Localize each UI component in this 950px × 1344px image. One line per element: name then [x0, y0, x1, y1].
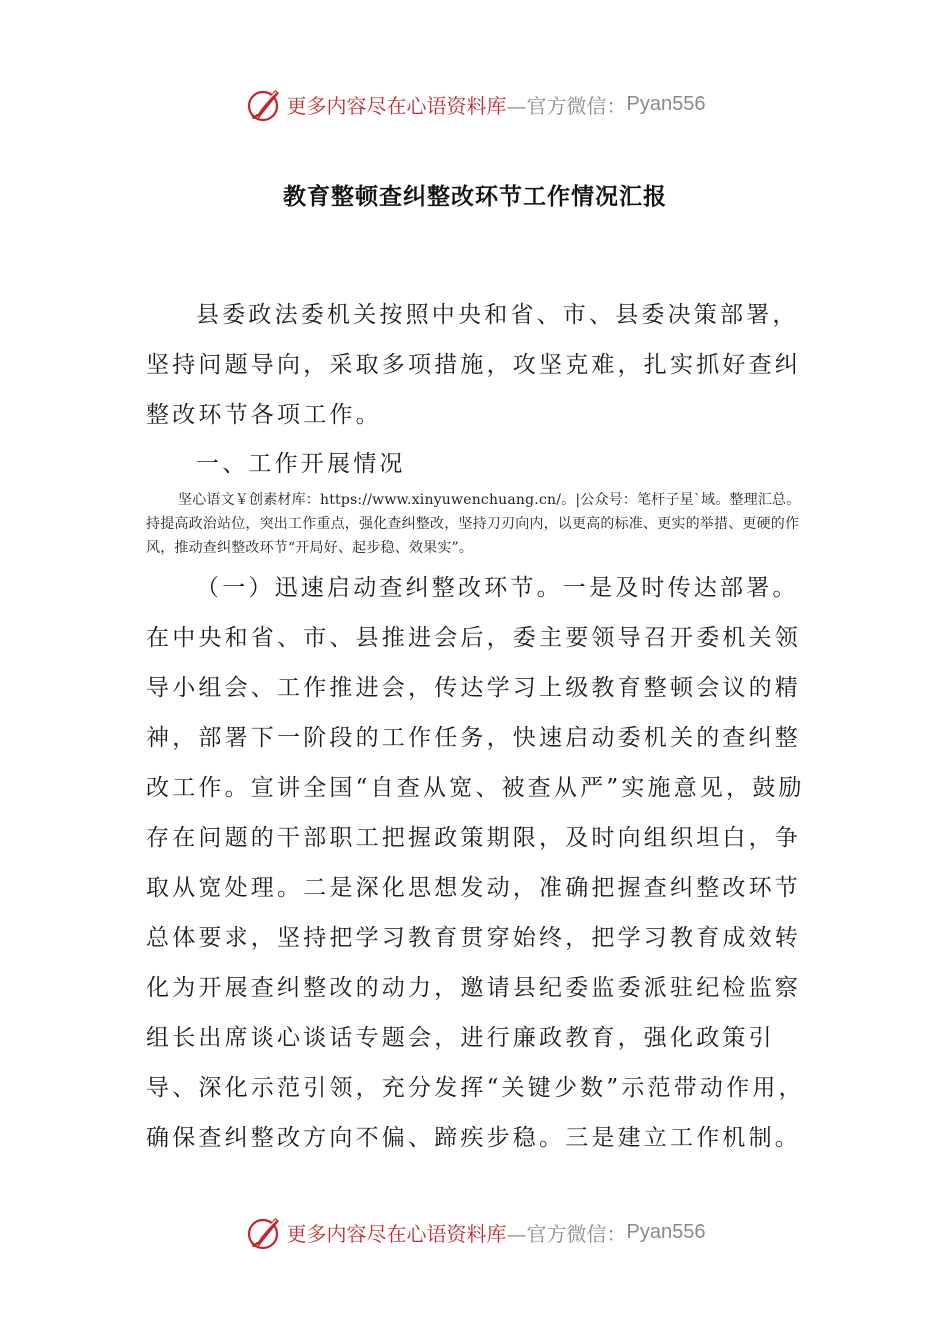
banner-grey-text: —官方微信：: [506, 1221, 627, 1246]
main-paragraph: （一）迅速启动查纠整改环节。一是及时传达部署。在中央和省、市、县推进会后，委主要领导召开委机关领导小组会、工作推进会，传达学习上级教育整顿会议的精神，部署下一阶段的工作任务，快速启动委机关的查纠整改工作。宣讲全国“自查从宽、被查从严”实施意见，鼓励存在问题的干部职工把握政策期限，及时向组织坦白，争取从宽处理。二是深化思想发动，准确把握查纠整改环节总体要求，坚持把学习教育贯穿始终，把学习教育成效转化为开展查纠整改的动力，邀请县纪委监委派驻纪检监察组长出席谈心谈话专题会，进行廉政教育，强化政策引导、深化示范引领，充分发挥“关键少数”示范带动作用，确保查纠整改方向不偏、蹄疾步稳。三是建立工作机制。: [146, 575, 805, 1151]
banner-wechat-id: Pyan556: [626, 92, 706, 115]
header-banner: [0, 82, 950, 126]
intro-paragraph: 县委政法委机关按照中央和省、市、县委决策部署，坚持问题导向，采取多项措施，攻坚克难，扎实抓好查纠整改环节各项工作。: [146, 302, 801, 428]
quill-logo-icon: [245, 1212, 285, 1252]
intro-block: [146, 290, 806, 440]
banner-red-text: 更多内容尽在心语资料库: [286, 1221, 507, 1246]
banner-red-text: 更多内容尽在心语资料库: [286, 93, 507, 118]
quill-logo-icon: [245, 84, 285, 124]
banner-wechat-id: Pyan556: [626, 1220, 706, 1243]
footer-banner: [0, 1210, 950, 1254]
banner-grey-text: —官方微信：: [506, 93, 627, 118]
main-block: [146, 563, 806, 1163]
section-heading: 一、工作开展情况: [196, 451, 406, 477]
source-note: 坚心语文￥创素材库：https://www.xinyuwenchuang.cn/。|公众号：笔杆子星`域。整理汇总。持提高政治站位，突出工作重点，强化查纠整改，坚持刀刃向内，以更高的标准、更实的举措、更硬的作风，推动查纠整改环节“开局好、起步稳、效果实”。: [146, 492, 801, 556]
document-title: 教育整顿查纠整改环节工作情况汇报: [283, 184, 667, 210]
